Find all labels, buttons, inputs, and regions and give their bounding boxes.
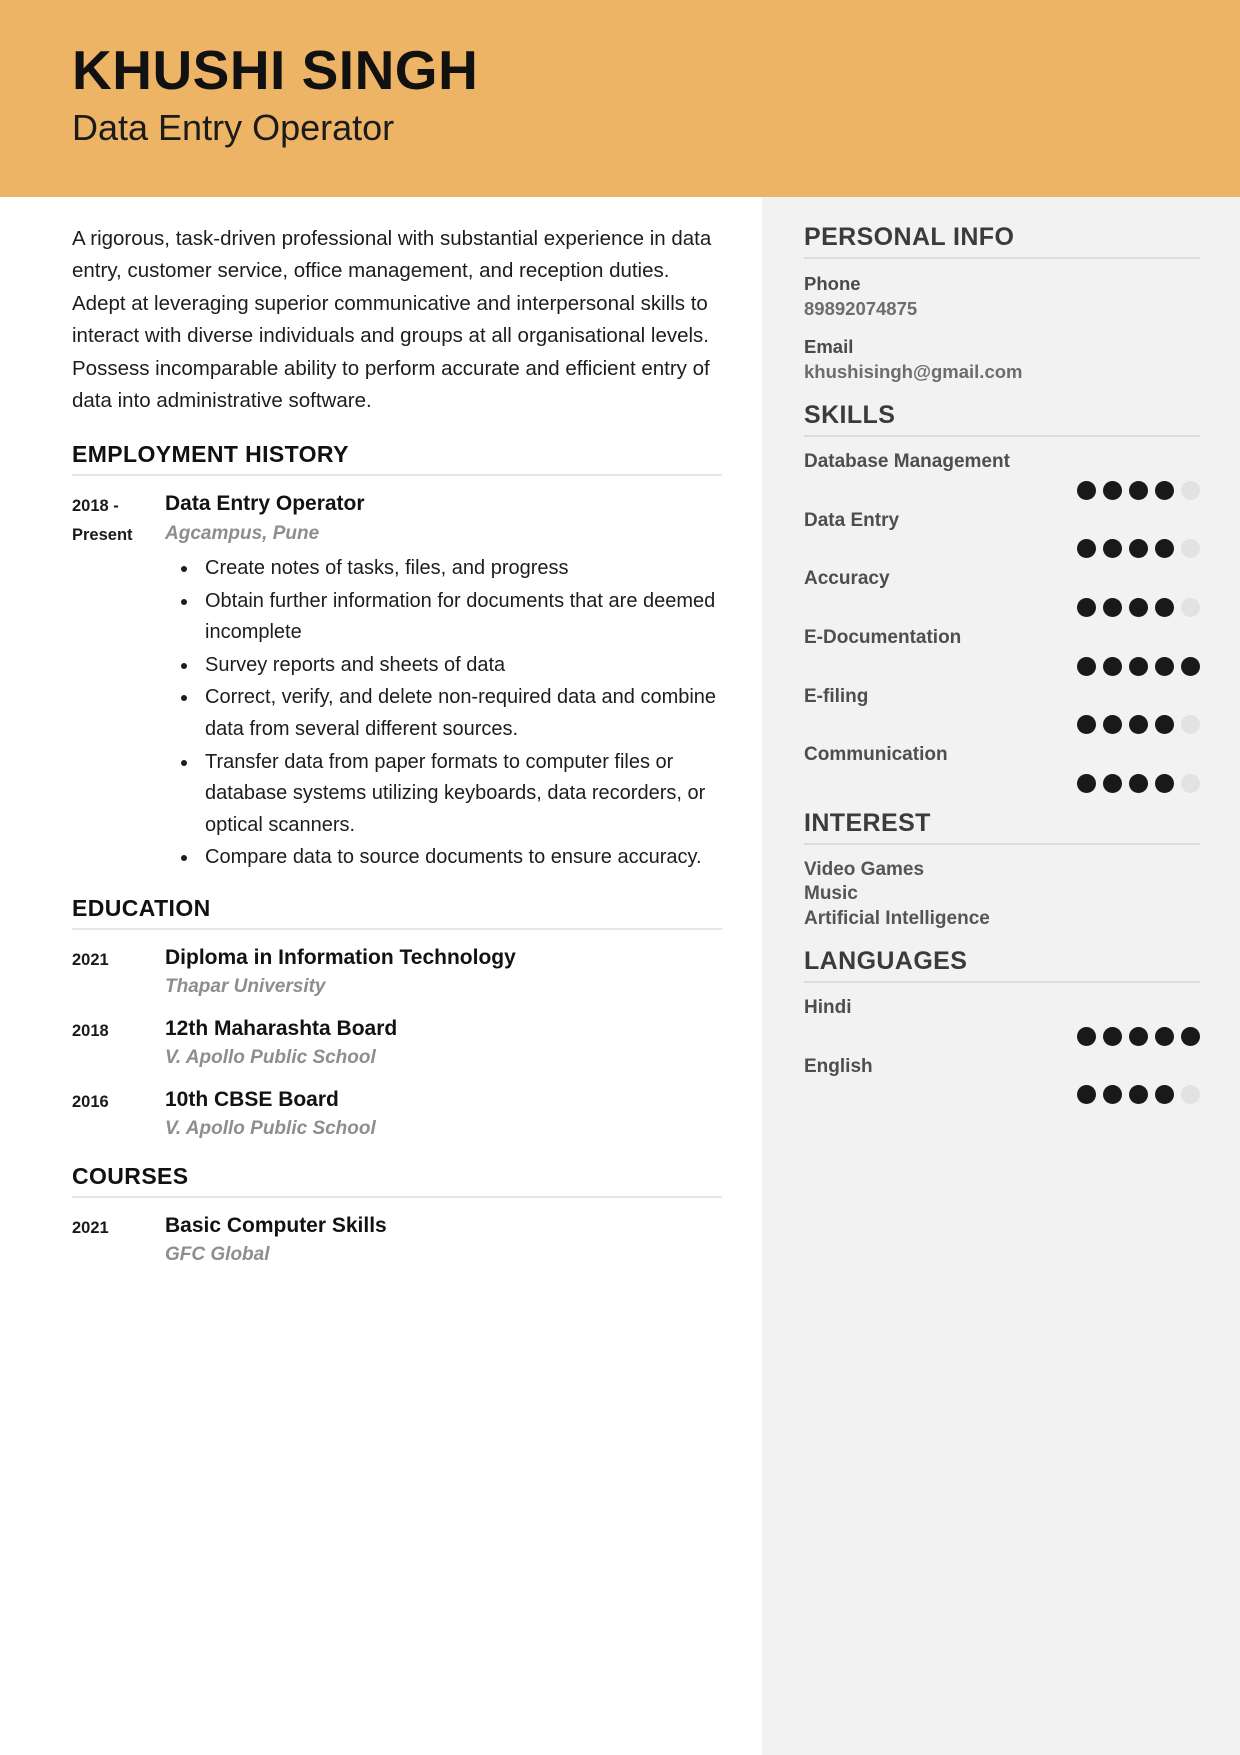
rating-dot-filled bbox=[1077, 1027, 1096, 1046]
entry-organisation: Thapar University bbox=[165, 976, 326, 998]
language-name: English bbox=[804, 1055, 873, 1077]
skill-row bbox=[804, 626, 1200, 676]
resume-entry bbox=[72, 1086, 722, 1143]
rating-dot-filled bbox=[1129, 774, 1148, 793]
entry-organisation: Agcampus, Pune bbox=[165, 522, 320, 544]
rating-dot-filled bbox=[1155, 481, 1174, 500]
candidate-name: KHUSHI SINGH bbox=[72, 39, 479, 101]
resume-body bbox=[0, 197, 1240, 1755]
skill-row bbox=[804, 567, 1200, 617]
personal-info-label: Email bbox=[804, 335, 854, 357]
rating-dot-filled bbox=[1181, 657, 1200, 676]
resume-entry bbox=[72, 490, 722, 875]
rating-dot-filled bbox=[1077, 774, 1096, 793]
rating-dot-filled bbox=[1077, 657, 1096, 676]
entry-body bbox=[165, 1086, 722, 1143]
entry-organisation: GFC Global bbox=[165, 1243, 270, 1265]
skill-rating-dots bbox=[804, 539, 1200, 558]
skill-name: Communication bbox=[804, 744, 948, 766]
rating-dot-filled bbox=[1155, 657, 1174, 676]
skill-row bbox=[804, 509, 1200, 559]
skill-name: Database Management bbox=[804, 450, 1010, 472]
skill-name: E-filing bbox=[804, 685, 869, 707]
candidate-job-title: Data Entry Operator bbox=[72, 106, 395, 148]
personal-info-value: 89892074875 bbox=[804, 297, 918, 319]
language-rating-dots bbox=[804, 1085, 1200, 1104]
rating-dot-filled bbox=[1155, 715, 1174, 734]
courses-entry-list bbox=[72, 1212, 722, 1269]
entry-role: 12th Maharashta Board bbox=[165, 1016, 398, 1040]
interest-item: Music bbox=[804, 883, 858, 905]
personal-info-section bbox=[804, 223, 1200, 385]
professional-summary: A rigorous, task-driven professional with substantial experience in data entry, customer service, office management, and reception duties. Adept at leveraging superior communicative and interpersonal skills to interact with diverse individuals and groups at all organisational levels. Possess incomparable ability to perform accurate and efficient entry of data into administrative software. bbox=[72, 227, 712, 412]
entry-date: 2016 bbox=[72, 1092, 109, 1111]
rating-dot-filled bbox=[1155, 598, 1174, 617]
entry-role: 10th CBSE Board bbox=[165, 1087, 339, 1111]
rating-dot-filled bbox=[1155, 539, 1174, 558]
rating-dot-filled bbox=[1077, 481, 1096, 500]
interest-item-list bbox=[804, 858, 1200, 931]
skill-name: Data Entry bbox=[804, 509, 900, 531]
employment-heading: EMPLOYMENT HISTORY bbox=[72, 441, 722, 476]
entry-date: 2021 bbox=[72, 951, 109, 970]
rating-dot-filled bbox=[1103, 598, 1122, 617]
courses-heading: COURSES bbox=[72, 1163, 722, 1198]
entry-date: 2018 - Present bbox=[72, 497, 133, 545]
entry-role: Data Entry Operator bbox=[165, 492, 365, 516]
rating-dot-filled bbox=[1103, 481, 1122, 500]
rating-dot-filled bbox=[1155, 774, 1174, 793]
skill-rating-dots bbox=[804, 715, 1200, 734]
rating-dot-filled bbox=[1103, 1085, 1122, 1104]
interest-item: Video Games bbox=[804, 859, 925, 880]
courses-section bbox=[72, 1163, 722, 1269]
entry-bullet-list bbox=[199, 553, 722, 874]
personal-info-heading: PERSONAL INFO bbox=[804, 223, 1200, 259]
language-row bbox=[804, 996, 1200, 1046]
resume-entry bbox=[72, 944, 722, 1001]
entry-date: 2018 bbox=[72, 1021, 109, 1040]
rating-dot-empty bbox=[1181, 539, 1200, 558]
entry-bullet: • Survey reports and sheets of data bbox=[199, 650, 722, 682]
rating-dot-filled bbox=[1103, 715, 1122, 734]
skills-heading: SKILLS bbox=[804, 401, 1200, 437]
rating-dot-filled bbox=[1129, 1027, 1148, 1046]
entry-organisation: V. Apollo Public School bbox=[165, 1118, 376, 1140]
resume-header bbox=[0, 0, 1240, 197]
rating-dot-empty bbox=[1181, 774, 1200, 793]
entry-body bbox=[165, 944, 722, 1001]
employment-entry-list bbox=[72, 490, 722, 875]
rating-dot-empty bbox=[1181, 481, 1200, 500]
rating-dot-filled bbox=[1155, 1027, 1174, 1046]
entry-bullet: • Create notes of tasks, files, and progress bbox=[199, 553, 722, 585]
entry-role: Basic Computer Skills bbox=[165, 1213, 387, 1237]
languages-section bbox=[804, 947, 1200, 1104]
rating-dot-filled bbox=[1155, 1085, 1174, 1104]
skill-row bbox=[804, 685, 1200, 735]
rating-dot-filled bbox=[1129, 539, 1148, 558]
rating-dot-filled bbox=[1077, 715, 1096, 734]
entry-bullet: • Compare data to source documents to ensure accuracy. bbox=[199, 842, 722, 874]
employment-section bbox=[72, 441, 722, 875]
education-heading: EDUCATION bbox=[72, 895, 722, 930]
skills-rating-list bbox=[804, 450, 1200, 793]
rating-dot-filled bbox=[1103, 1027, 1122, 1046]
personal-info-value: khushisingh@gmail.com bbox=[804, 360, 1023, 382]
entry-bullet: • Correct, verify, and delete non-required data and combine data from several different sources. bbox=[199, 682, 722, 745]
rating-dot-filled bbox=[1103, 657, 1122, 676]
skill-rating-dots bbox=[804, 657, 1200, 676]
interest-section bbox=[804, 809, 1200, 931]
skill-rating-dots bbox=[804, 481, 1200, 500]
entry-bullet: • Transfer data from paper formats to computer files or database systems utilizing keyboards, data recorders, or optical scanners. bbox=[199, 747, 722, 842]
rating-dot-empty bbox=[1181, 1085, 1200, 1104]
education-section bbox=[72, 895, 722, 1143]
resume-entry bbox=[72, 1015, 722, 1072]
rating-dot-filled bbox=[1181, 1027, 1200, 1046]
entry-role: Diploma in Information Technology bbox=[165, 946, 516, 970]
interest-heading: INTEREST bbox=[804, 809, 1200, 845]
entry-organisation: V. Apollo Public School bbox=[165, 1047, 376, 1069]
sidebar-column bbox=[762, 197, 1240, 1755]
rating-dot-empty bbox=[1181, 598, 1200, 617]
entry-body bbox=[165, 490, 722, 875]
rating-dot-filled bbox=[1077, 598, 1096, 617]
skill-name: E-Documentation bbox=[804, 626, 962, 648]
personal-info-field-list bbox=[804, 272, 1200, 385]
rating-dot-filled bbox=[1077, 1085, 1096, 1104]
main-column bbox=[0, 197, 762, 1755]
skill-rating-dots bbox=[804, 774, 1200, 793]
rating-dot-empty bbox=[1181, 715, 1200, 734]
skill-rating-dots bbox=[804, 598, 1200, 617]
entry-bullet: • Obtain further information for documents that are deemed incomplete bbox=[199, 586, 722, 649]
language-row bbox=[804, 1055, 1200, 1105]
rating-dot-filled bbox=[1129, 1085, 1148, 1104]
skill-name: Accuracy bbox=[804, 568, 890, 590]
rating-dot-filled bbox=[1129, 598, 1148, 617]
rating-dot-filled bbox=[1129, 481, 1148, 500]
rating-dot-filled bbox=[1129, 715, 1148, 734]
languages-heading: LANGUAGES bbox=[804, 947, 1200, 983]
entry-body bbox=[165, 1015, 722, 1072]
languages-rating-list bbox=[804, 996, 1200, 1104]
skills-section bbox=[804, 401, 1200, 793]
rating-dot-filled bbox=[1103, 774, 1122, 793]
resume-entry bbox=[72, 1212, 722, 1269]
rating-dot-filled bbox=[1129, 657, 1148, 676]
interest-item: Artificial Intelligence bbox=[804, 907, 990, 929]
skill-row bbox=[804, 450, 1200, 500]
skill-row bbox=[804, 743, 1200, 793]
rating-dot-filled bbox=[1077, 539, 1096, 558]
language-name: Hindi bbox=[804, 996, 852, 1018]
rating-dot-filled bbox=[1103, 539, 1122, 558]
education-entry-list bbox=[72, 944, 722, 1143]
language-rating-dots bbox=[804, 1027, 1200, 1046]
entry-body bbox=[165, 1212, 722, 1269]
entry-date: 2021 bbox=[72, 1218, 109, 1237]
personal-info-label: Phone bbox=[804, 273, 861, 294]
